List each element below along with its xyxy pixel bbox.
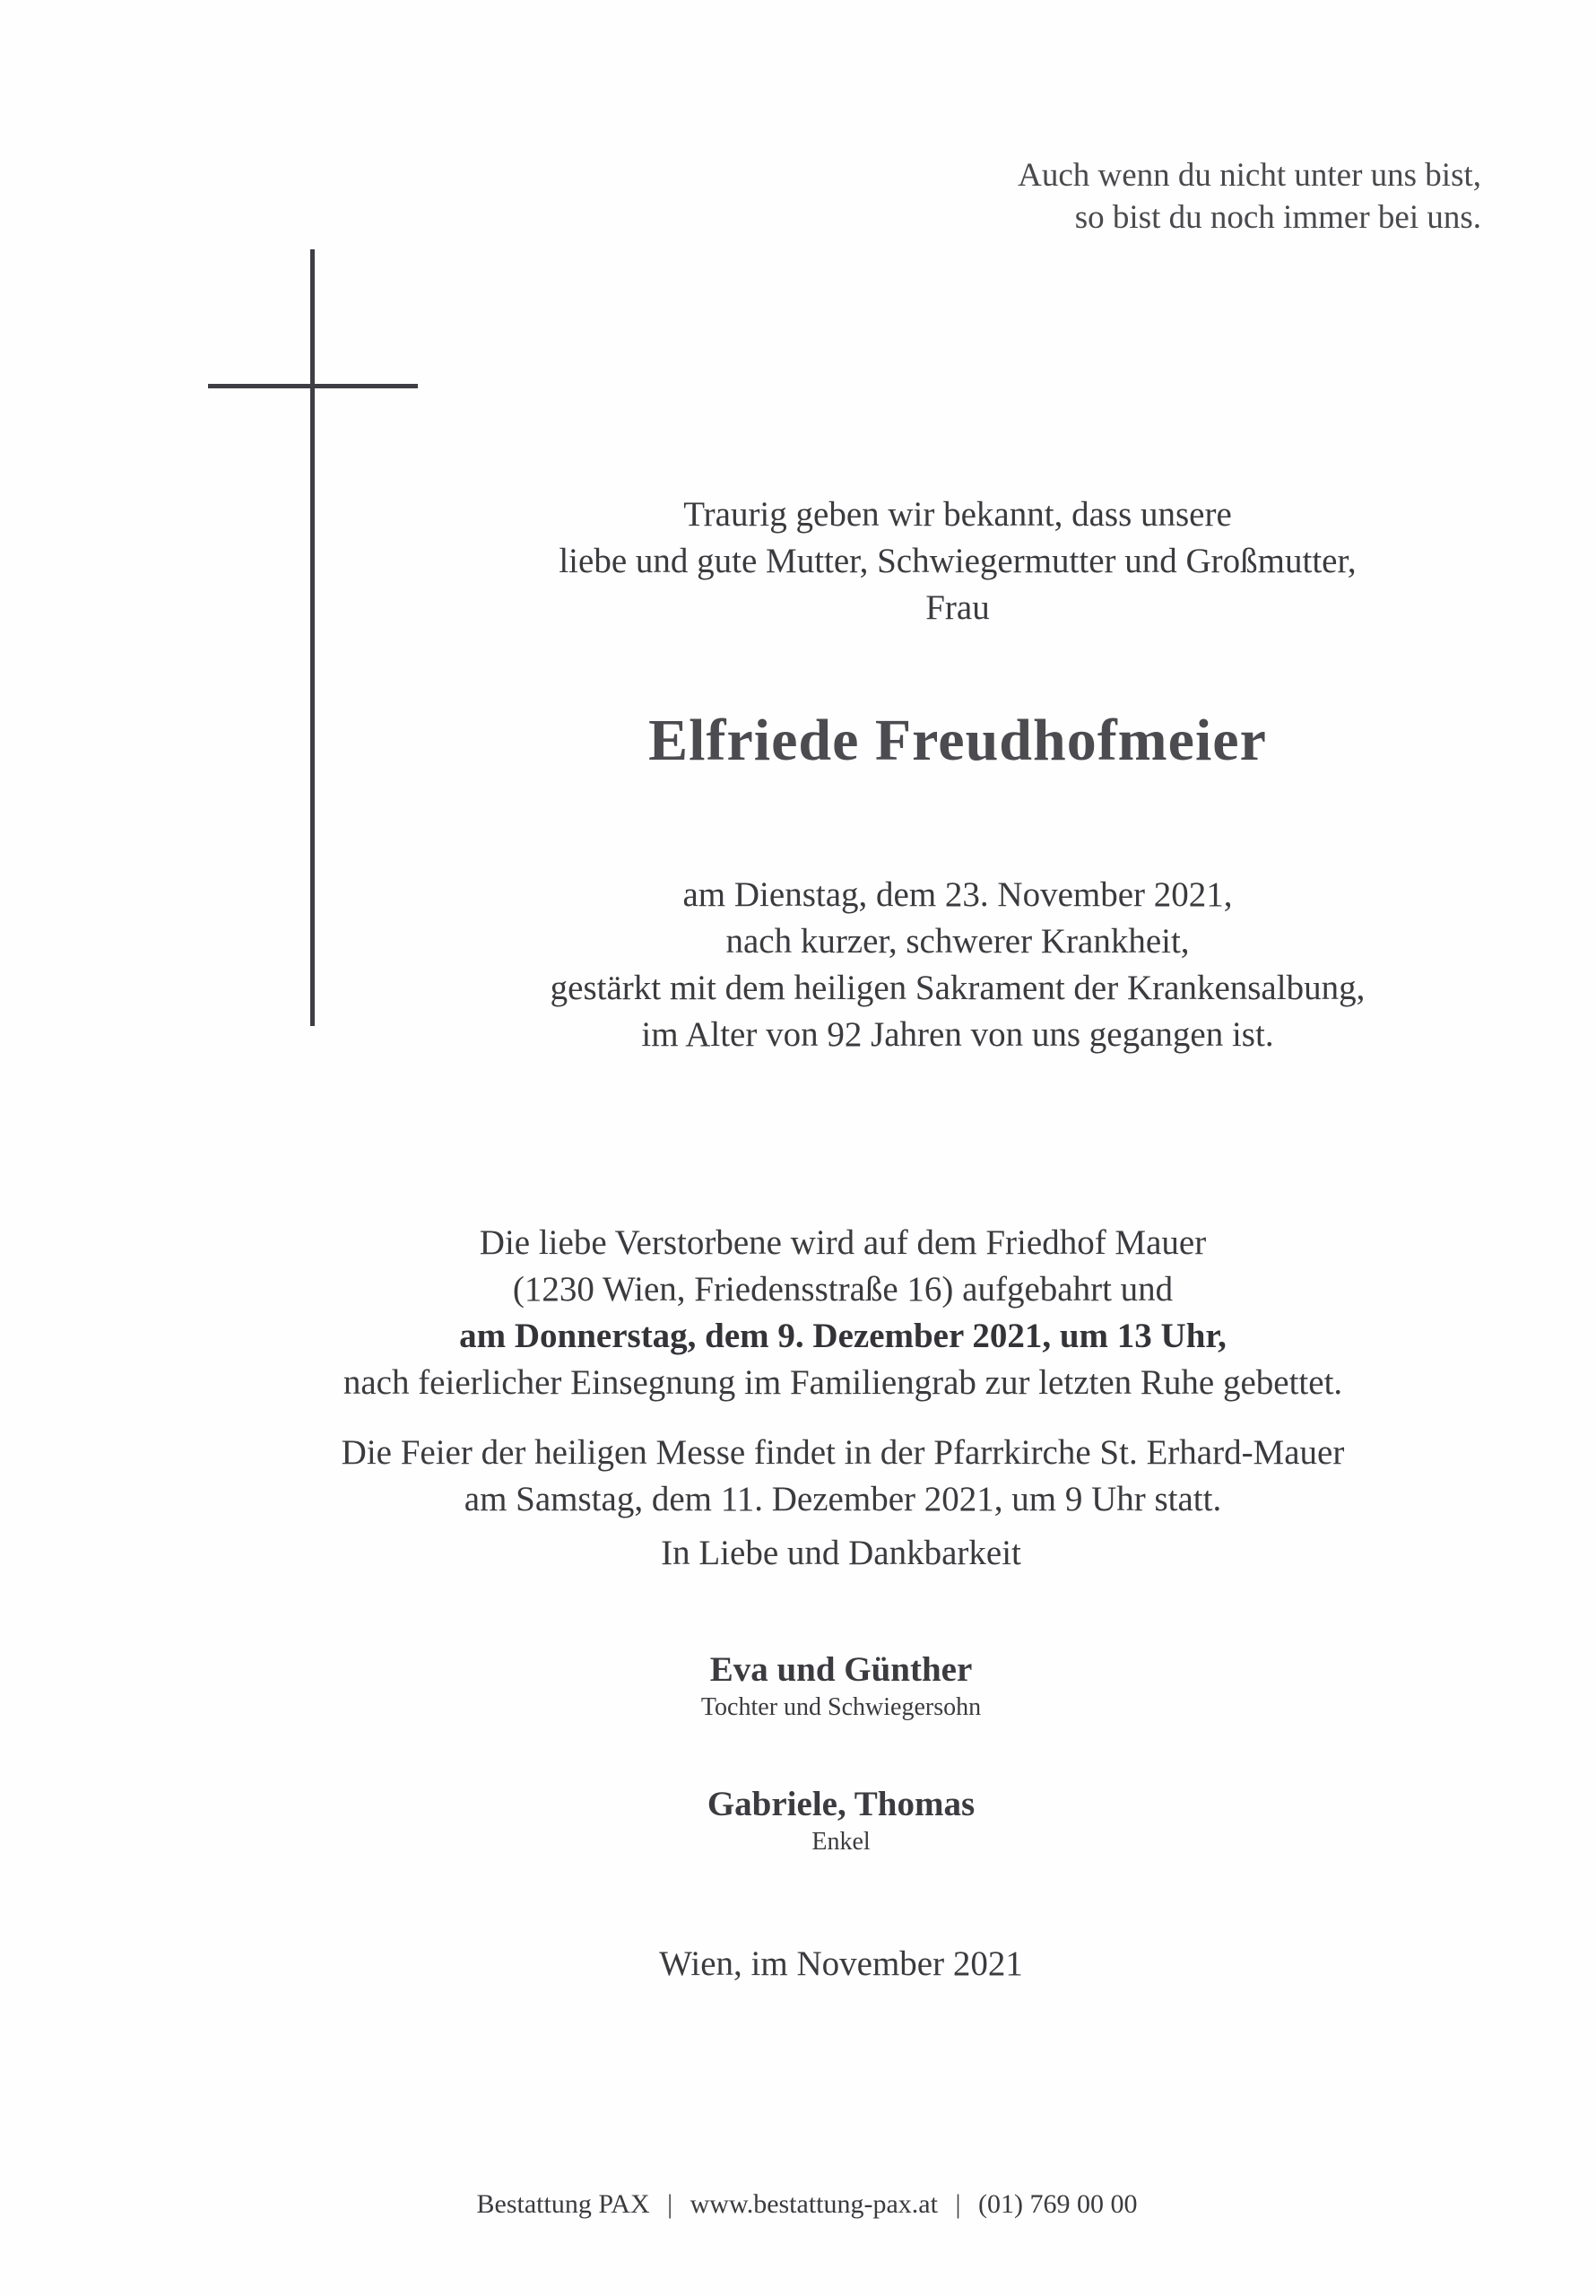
mourner-relation: Tochter und Schwiegersohn [700, 1693, 982, 1721]
footer-company: Bestattung PAX [476, 2189, 650, 2219]
death-details [551, 872, 1366, 1058]
death-line-1: am Dienstag, dem 23. November 2021, [682, 875, 1233, 914]
motto-line-2: so bist du noch immer bei uns. [1074, 199, 1481, 236]
mourner-group [707, 1783, 975, 1858]
mourner-name: Gabriele, Thomas [707, 1785, 976, 1823]
cross-icon-vertical-bar [310, 249, 315, 1026]
burial-line-2: (1230 Wien, Friedensstraße 16) aufgebahrt und [512, 1270, 1174, 1309]
burial-line-4: nach feierlicher Einsegnung im Familiengrab zur letzten Ruhe gebettet. [343, 1363, 1343, 1402]
mourner-name: Eva und Günther [709, 1650, 973, 1689]
footer-separator: | [667, 2189, 673, 2219]
mourner-group [701, 1648, 981, 1724]
death-line-2: nach kurzer, schwerer Krankheit, [725, 922, 1190, 961]
place-and-date: Wien, im November 2021 [659, 1944, 1023, 1983]
burial-details [0, 1220, 1596, 1406]
mass-line-1: Die Feier der heiligen Messe findet in der Pfarrkirche St. Erhard-Mauer [341, 1433, 1345, 1472]
intro-line-1: Traurig geben wir bekannt, dass unsere [683, 495, 1232, 534]
death-line-3: gestärkt mit dem heiligen Sakrament der Krankensalbung, [550, 969, 1366, 1007]
deceased-name: Elfriede Freudhofmeier [648, 708, 1267, 773]
intro-line-3: Frau [925, 588, 990, 627]
intro-line-2: liebe und gute Mutter, Schwiegermutter und Großmutter, [559, 542, 1357, 580]
footer-website-link[interactable]: www.bestattung-pax.at [690, 2189, 938, 2219]
mass-details [0, 1430, 1596, 1523]
funeral-home-footer [0, 2187, 1596, 2222]
motto-line-1: Auch wenn du nicht unter uns bist, [1018, 157, 1481, 194]
burial-date-time: am Donnerstag, dem 9. Dezember 2021, um 13 Uhr, [459, 1317, 1227, 1355]
burial-line-1: Die liebe Verstorbene wird auf dem Friedhof Mauer [479, 1223, 1207, 1262]
footer-separator: | [955, 2189, 961, 2219]
mass-line-2: am Samstag, dem 11. Dezember 2021, um 9 Uhr statt. [464, 1480, 1222, 1518]
announcement-intro [559, 491, 1356, 631]
cross-icon-horizontal-bar [208, 384, 418, 388]
motto-quote [1018, 154, 1481, 239]
closing-phrase: In Liebe und Dankbarkeit [661, 1534, 1021, 1572]
footer-phone: (01) 769 00 00 [977, 2189, 1138, 2219]
mourner-relation: Enkel [811, 1828, 871, 1856]
death-line-4: im Alter von 92 Jahren von uns gegangen ist. [641, 1015, 1274, 1054]
